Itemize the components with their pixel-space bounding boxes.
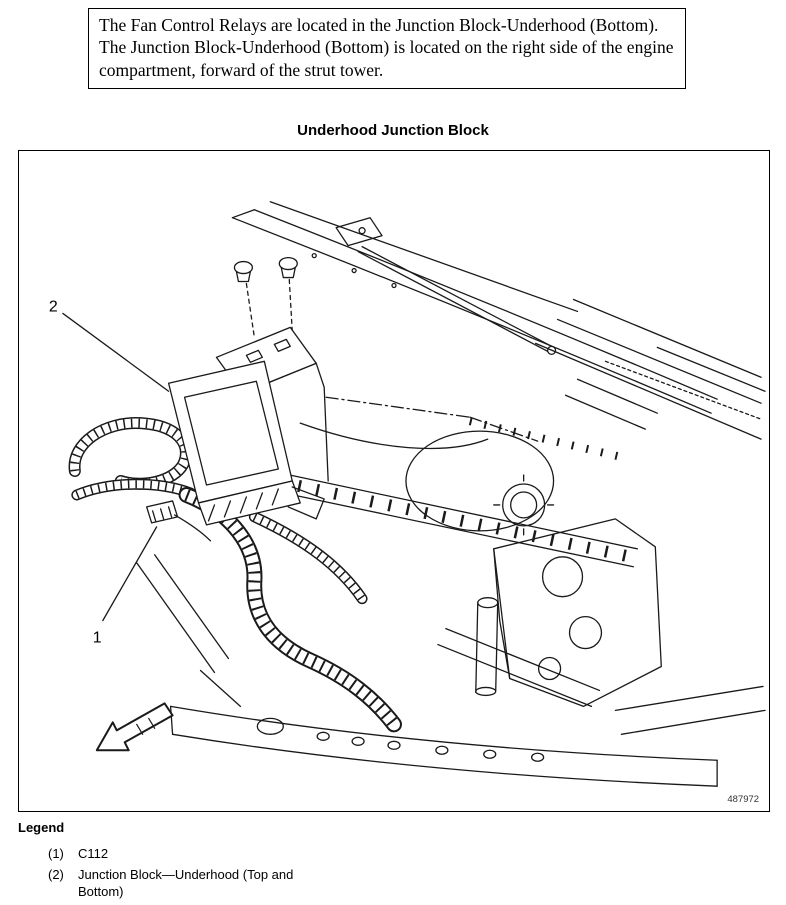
legend-item-label: Junction Block—Underhood (Top and Bottom)	[78, 866, 294, 900]
legend-item-key: (2)	[48, 866, 64, 882]
legend-item-key: (1)	[48, 846, 64, 861]
bolt-fasteners	[234, 258, 297, 338]
legend-item	[48, 866, 328, 901]
frame-rail	[171, 706, 718, 786]
underhood-diagram	[19, 151, 767, 809]
callout-1-label: 1	[92, 629, 102, 647]
legend-item	[48, 845, 328, 863]
callout-2	[63, 313, 169, 391]
cylinder-mount	[476, 598, 498, 696]
cowl-panel	[274, 421, 637, 567]
callout-1	[103, 527, 157, 621]
direction-arrow	[97, 703, 173, 750]
hood-panel	[232, 202, 717, 413]
hood-hinge	[336, 218, 382, 246]
strut-tower	[406, 431, 554, 535]
figure-title: Underhood Junction Block	[297, 122, 489, 139]
fender-lines	[536, 299, 765, 439]
note-box	[88, 8, 686, 89]
note-text: The Fan Control Relays are located in the Junction Block-Underhood (Bottom). The Junction Block-Underhood (Bottom) is located on the right side of the engine compartment, forward of the strut tower.	[99, 15, 674, 80]
reservoir-bracket	[494, 519, 662, 706]
frame-brace	[438, 629, 765, 735]
legend-item-label: C112	[78, 846, 109, 861]
legend	[18, 820, 328, 904]
callout-2-label: 2	[48, 298, 58, 316]
figure-frame	[18, 150, 770, 812]
figure-number: 487972	[727, 794, 760, 806]
left-fender-lines	[137, 555, 241, 707]
legend-heading: Legend	[18, 820, 65, 835]
